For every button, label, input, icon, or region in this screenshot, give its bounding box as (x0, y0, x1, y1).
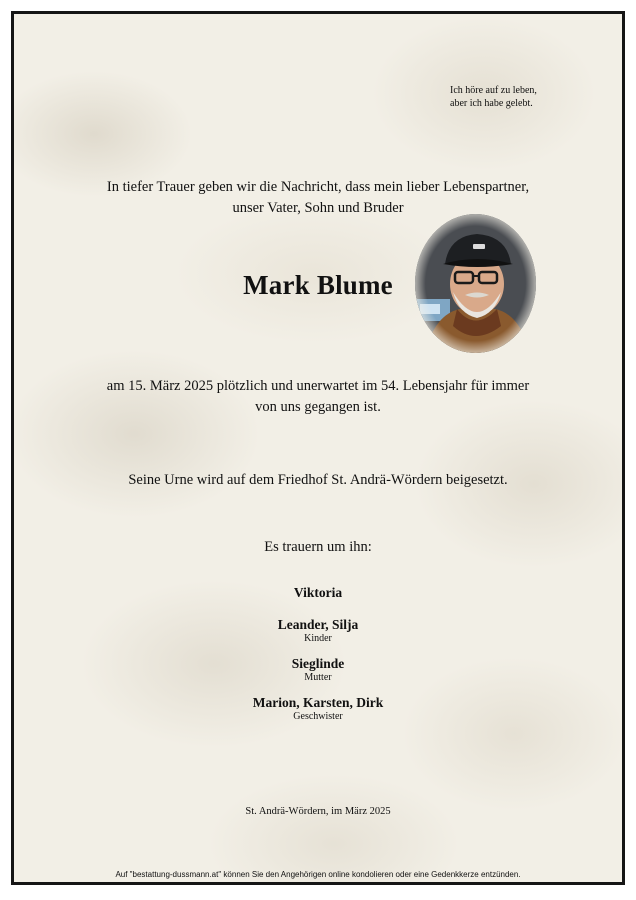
quote-line-2: aber ich habe gelebt. (450, 98, 533, 109)
death-notice (14, 376, 622, 418)
mourner-name: Marion, Karsten, Dirk (252, 695, 384, 710)
portrait-photo (415, 214, 536, 353)
mourner-relation: Kinder (304, 633, 332, 644)
mourner-relation: Mutter (304, 672, 332, 683)
quote-line-1: Ich höre auf zu leben, (450, 85, 537, 96)
mourner-relation: Geschwister (293, 711, 343, 722)
obituary-card (11, 11, 625, 885)
deceased-name-text: Mark Blume (243, 270, 393, 300)
mourner-name: Sieglinde (291, 656, 345, 671)
mourner-group (14, 656, 622, 684)
place-date: St. Andrä-Wördern, im März 2025 (245, 806, 391, 817)
intro-text (14, 177, 622, 219)
quote (450, 84, 574, 110)
intro-line-1: In tiefer Trauer geben wir die Nachricht, dass mein lieber Lebenspartner, (106, 179, 530, 195)
mourner-group (14, 695, 622, 723)
death-line-1: am 15. März 2025 plötzlich und unerwartet im 54. Lebensjahr für immer (106, 378, 530, 394)
mourners-list (14, 585, 622, 734)
intro-line-2: unser Vater, Sohn und Bruder (232, 200, 404, 216)
footer-note: Auf "bestattung-dussmann.at" können Sie den Angehörigen online kondolieren oder eine Gedenkkerze entzünden. (115, 870, 521, 879)
burial-notice: Seine Urne wird auf dem Friedhof St. Andrä-Wördern beigesetzt. (128, 472, 508, 488)
mourner-name: Leander, Silja (277, 617, 359, 632)
photo-vignette (415, 214, 536, 353)
death-line-2: von uns gegangen ist. (255, 399, 381, 415)
mourner-name: Viktoria (293, 585, 343, 600)
mourner-group (14, 617, 622, 645)
mourner-group (14, 585, 622, 601)
mourning-intro: Es trauern um ihn: (264, 539, 372, 555)
portrait-illustration (415, 214, 536, 353)
